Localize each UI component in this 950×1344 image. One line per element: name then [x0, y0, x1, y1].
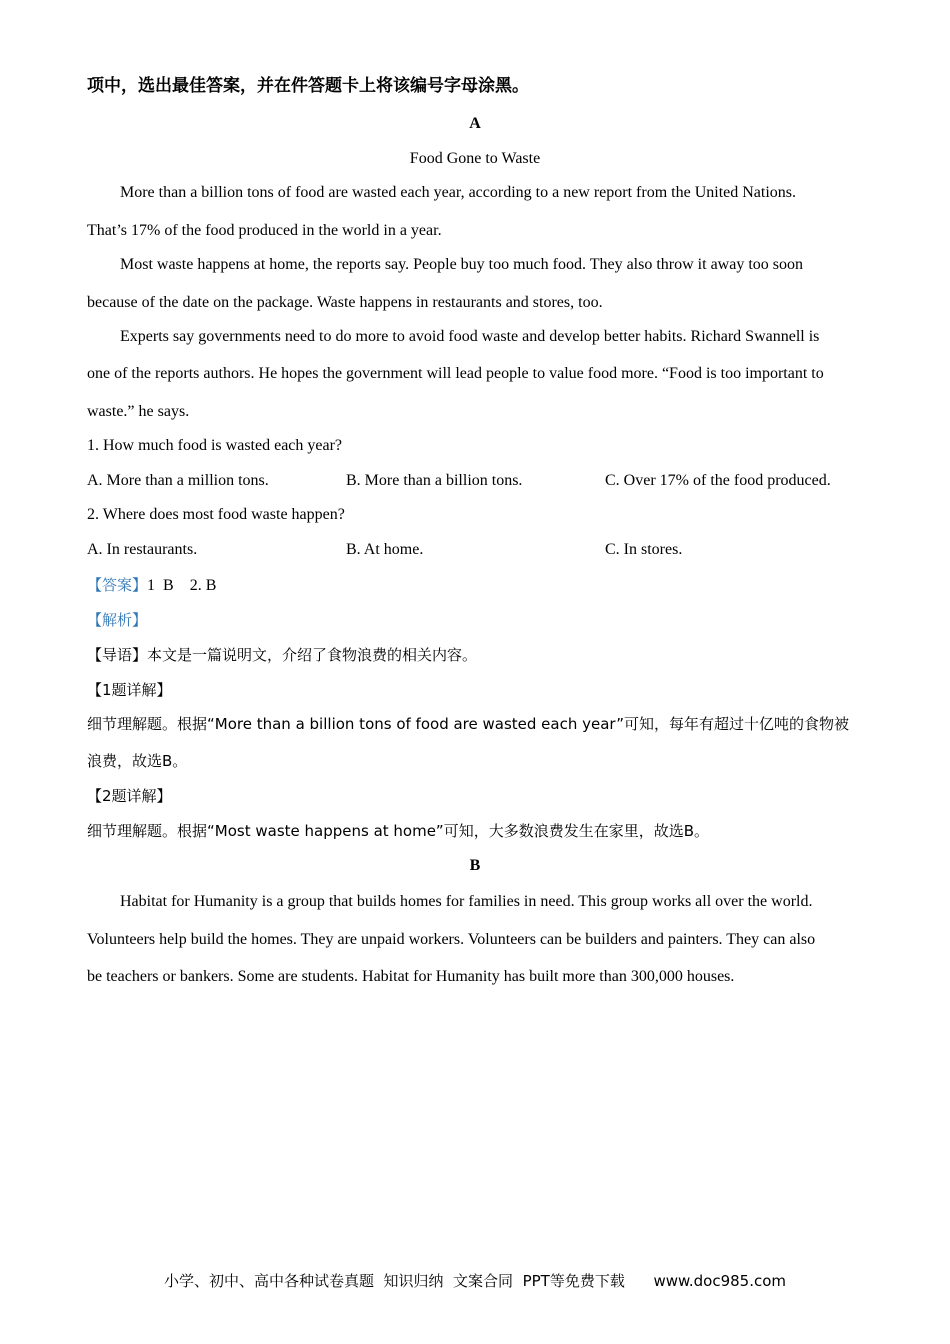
- paragraph-line: Habitat for Humanity is a group that builds homes for families in need. This group works all over the world.: [120, 893, 813, 910]
- answer-line: [87, 575, 216, 596]
- answer-text: 1 B 2. B: [147, 577, 217, 594]
- section-a-title: Food Gone to Waste: [409, 150, 541, 167]
- option-a[interactable]: A. More than a million tons.: [87, 472, 269, 489]
- paragraph-line: waste.” he says.: [87, 403, 190, 420]
- paragraph-line: That’s 17% of the food produced in the world in a year.: [87, 222, 442, 239]
- detail-1-label: 【1题详解】: [87, 681, 172, 699]
- paragraph-line: Experts say governments need to do more to avoid food waste and develop better habits. Richard Swannell is: [120, 328, 820, 345]
- page-footer: 小学、初中、高中各种试卷真题 知识归纳 文案合同 PPT等免费下载 www.doc985.com: [163, 1272, 787, 1290]
- answer-label: 【答案】: [87, 576, 148, 594]
- question-2: 2. Where does most food waste happen?: [87, 506, 345, 523]
- paragraph-line: one of the reports authors. He hopes the government will lead people to value food more. “Food is too important to: [87, 365, 824, 382]
- paragraph-line: More than a billion tons of food are wasted each year, according to a new report from the United Nations.: [120, 184, 797, 201]
- option-a[interactable]: A. In restaurants.: [87, 541, 198, 558]
- paragraph-line: be teachers or bankers. Some are students. Habitat for Humanity has built more than 300,000 houses.: [87, 968, 735, 985]
- instruction-text: 项中，选出最佳答案，并在件答题卡上将该编号字母涂黑。: [87, 76, 529, 96]
- detail-1-line: 浪费，故选B。: [87, 752, 188, 770]
- question-1: 1. How much food is wasted each year?: [87, 437, 343, 454]
- detail-1-line: 细节理解题。根据“More than a billion tons of food are wasted each year”可知，每年有超过十亿吨的食物被: [87, 715, 849, 733]
- option-b[interactable]: B. At home.: [346, 541, 424, 558]
- detail-2-line: 细节理解题。根据“Most waste happens at home”可知，大多数浪费发生在家里，故选B。: [87, 822, 709, 840]
- option-c[interactable]: C. In stores.: [605, 541, 683, 558]
- section-b-letter: B: [469, 857, 481, 874]
- guide-text: 【导语】本文是一篇说明文，介绍了食物浪费的相关内容。: [87, 646, 478, 664]
- paragraph-line: Volunteers help build the homes. They are unpaid workers. Volunteers can be builders and painters. They can also: [87, 931, 816, 948]
- option-c[interactable]: C. Over 17% of the food produced.: [605, 472, 831, 489]
- detail-2-label: 【2题详解】: [87, 787, 172, 805]
- section-a-letter: A: [469, 115, 481, 132]
- paragraph-line: because of the date on the package. Waste happens in restaurants and stores, too.: [87, 294, 603, 311]
- analysis-label: 【解析】: [87, 611, 148, 629]
- paragraph-line: Most waste happens at home, the reports say. People buy too much food. They also throw it away too soon: [120, 256, 803, 273]
- option-b[interactable]: B. More than a billion tons.: [346, 472, 523, 489]
